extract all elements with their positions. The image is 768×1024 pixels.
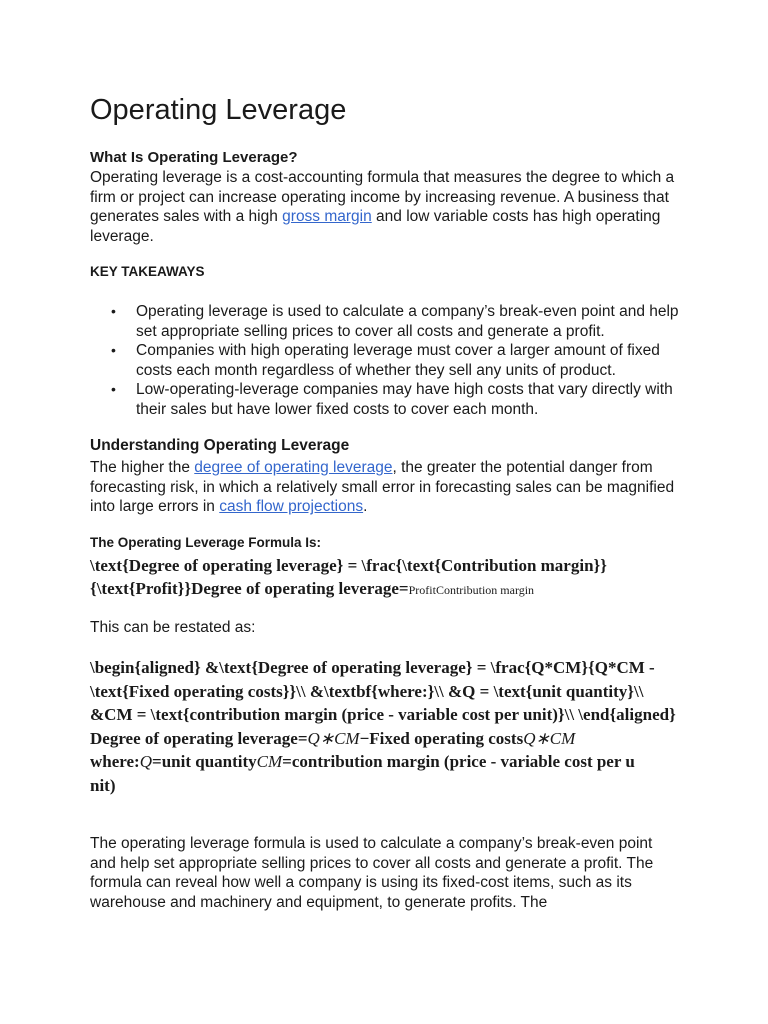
intro-text-1: Operating leverage is a cost-accounting formula that measures the degree to which a firm or project can increase operating income by increasing revenue. A business that generates sales with a high	[90, 169, 675, 226]
section-heading-what-is: What Is Operating Leverage?	[90, 149, 298, 166]
closing-paragraph: The operating leverage formula is used to calculate a company’s break-even point and help set appropriate selling prices to cover all costs and generate a profit. The formula can reveal how well a company is using its fixed-cost items, such as its warehouse and machinery and equipment, to generate profits. The	[90, 835, 654, 911]
restated-text: This can be restated as:	[90, 619, 256, 636]
formula-1	[90, 554, 685, 602]
section-heading-understanding: Understanding Operating Leverage	[90, 437, 350, 454]
cash-flow-projections-link[interactable]: cash flow projections	[219, 498, 364, 516]
formula-2-line1-c: −Fixed operating costs	[359, 728, 524, 748]
formula-1-rendered: Degree of operating leverage=	[191, 579, 409, 598]
list-item: • Operating leverage is used to calculate a company’s break-even point and help set appropriate selling prices to cover all costs and generate a profit.	[136, 302, 680, 341]
page-title: Operating Leverage	[90, 94, 347, 126]
key-takeaways-list	[90, 302, 680, 420]
formula-2	[90, 656, 685, 797]
formula-2-line2-e: =contribution margin (price - variable cost per u	[282, 752, 635, 771]
formula-2-line2-a: where:	[90, 752, 140, 771]
formula-2-line1-b: Q∗CM	[307, 728, 360, 748]
formula-2-line1-d: Q∗CM	[523, 728, 576, 748]
understanding-text-1: The higher the	[90, 459, 195, 476]
intro-paragraph	[90, 168, 680, 246]
intro-text-2: and low variable costs has high operating leverage.	[90, 208, 661, 245]
understanding-paragraph	[90, 458, 680, 517]
understanding-text-3: .	[363, 498, 368, 516]
gross-margin-link[interactable]: gross margin	[282, 208, 372, 226]
degree-of-operating-leverage-link[interactable]: degree of operating leverage	[194, 459, 393, 476]
formula-heading: The Operating Leverage Formula Is:	[90, 535, 322, 550]
formula-2-latex: \begin{aligned} &\text{Degree of operating leverage} = \frac{Q*CM}{Q*CM - \text{Fixed operating costs}}\\ &\textbf{where:}\\ &Q = \text{unit quantity}\\ &CM = \text{contribution margin (price - variable cost per unit)}\\ \end{aligned}	[90, 658, 676, 724]
formula-2-line3: nit)	[90, 775, 116, 795]
key-takeaways-heading: KEY TAKEAWAYS	[90, 264, 205, 279]
formula-2-line2-d: CM	[256, 752, 283, 771]
formula-1-latex: \text{Degree of operating leverage} = \frac{\text{Contribution margin}}{\text{Profit}}	[90, 556, 607, 598]
formula-1-fraction: ProfitContribution margin	[408, 583, 535, 597]
list-item: • Companies with high operating leverage must cover a larger amount of fixed costs each month regardless of whether they sell any units of product.	[136, 341, 680, 380]
understanding-text-2: , the greater the potential danger from forecasting risk, in which a relatively small error in forecasting sales can be magnified into large errors in	[90, 459, 675, 516]
formula-2-line1-a: Degree of operating leverage=	[90, 728, 308, 748]
formula-2-line2-b: Q	[139, 752, 153, 771]
list-item: • Low-operating-leverage companies may have high costs that vary directly with their sales but have lower fixed costs to cover each month.	[136, 380, 680, 419]
formula-2-line2-c: =unit quantity	[152, 752, 257, 771]
